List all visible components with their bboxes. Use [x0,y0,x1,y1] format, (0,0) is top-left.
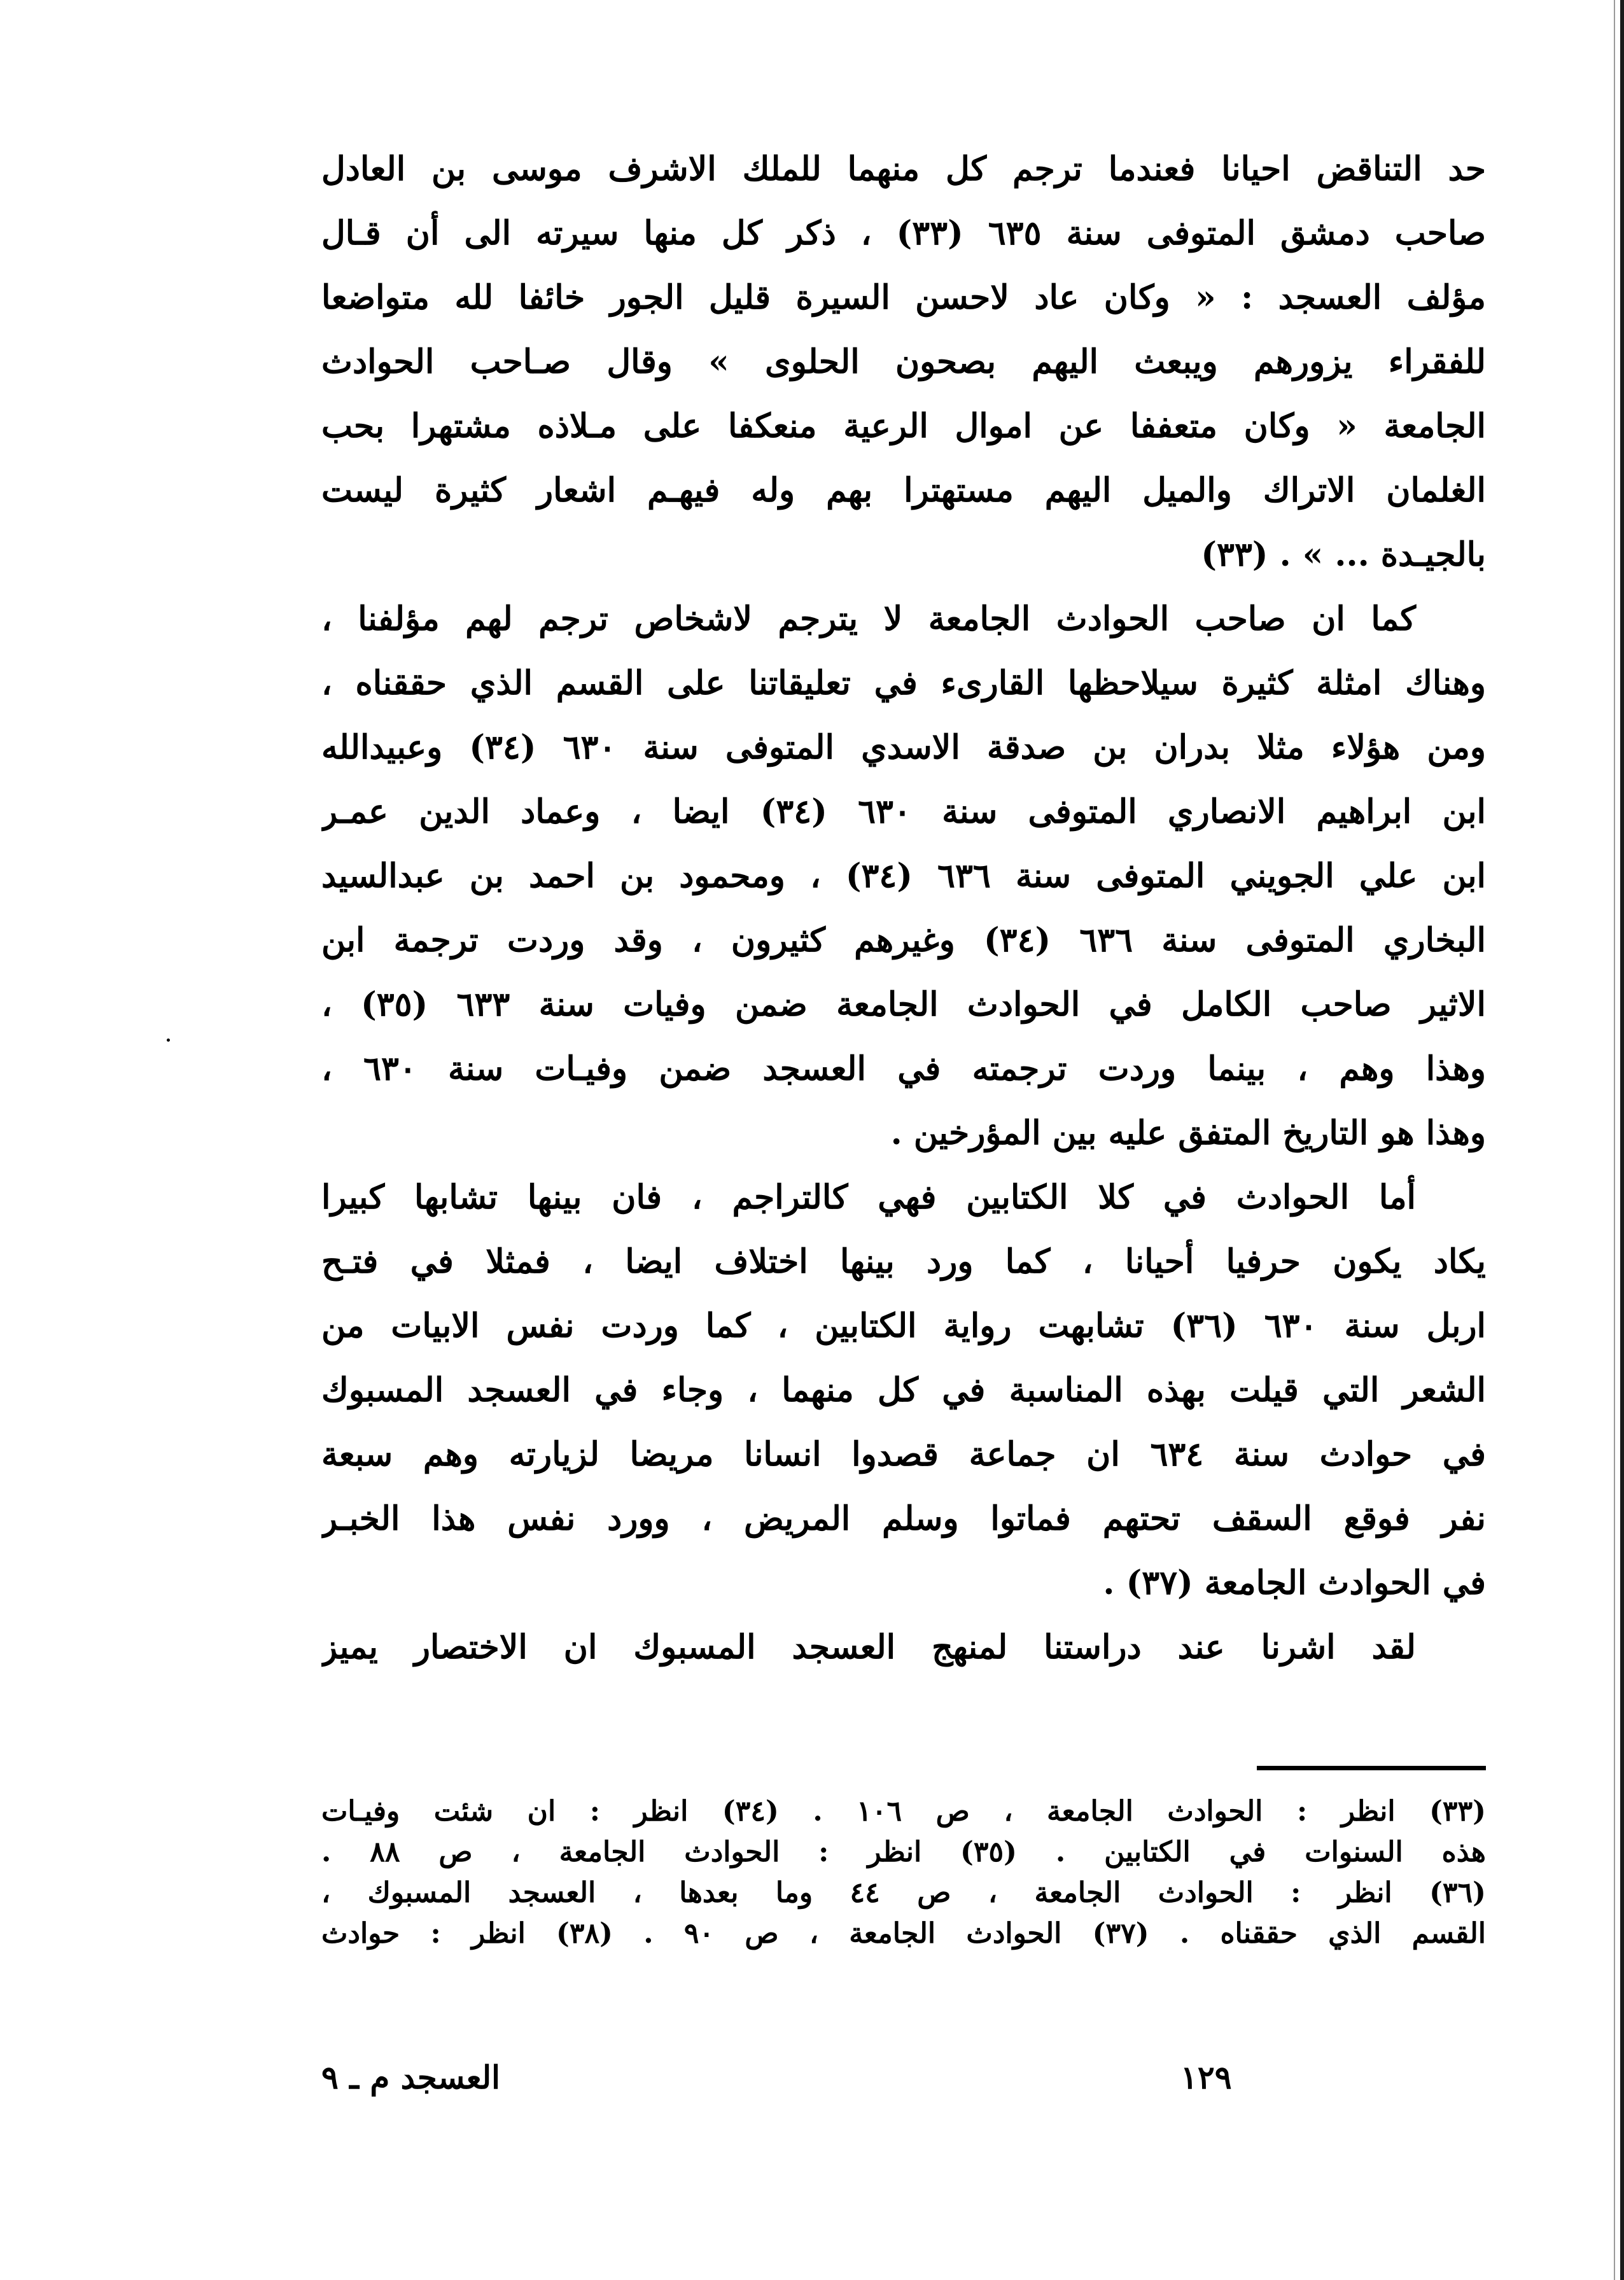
paragraph-4 [321,1615,1486,1679]
text-line: اربل سنة ٦٣٠ (٣٦) تشابهت رواية الكتابين ، كما وردت نفس الابيات من [321,1306,1486,1345]
text-line: يكاد يكون حرفيا أحيانا ، كما ورد بينها اختلاف ايضا ، فمثلا في فتـح [321,1242,1486,1281]
text-line: الغلمان الاتراك والميل اليهم مستهترا بهم وله فيهـم اشعار كثيرة ليست [321,471,1486,510]
footnote-line: القسم الذي حققناه . (٣٧) الحوادث الجامعة ، ص ٩٠ . (٣٨) انظر : حوادث [321,1917,1486,1950]
text-line: أما الحوادث في كلا الكتابين فهي كالتراجم ، فان بينها تشابها كبيرا [321,1178,1416,1217]
page-footer [321,2059,1486,2109]
paragraph-1 [321,137,1486,587]
signature-mark: العسجد م ـ ٩ [321,2059,501,2096]
body-text [321,137,1486,1679]
text-line: ومن هؤلاء مثلا بدران بن صدقة الاسدي المتوفى سنة ٦٣٠ (٣٤) وعبيدالله [321,728,1486,767]
footnote-line: هذه السنوات في الكتابين . (٣٥) انظر : الحوادث الجامعة ، ص ٨٨ . [321,1836,1486,1868]
text-line: الاثير صاحب الكامل في الحوادث الجامعة ضمن وفيات سنة ٦٣٣ (٣٥) ، [321,985,1486,1024]
text-line: ابن ابراهيم الانصاري المتوفى سنة ٦٣٠ (٣٤) ايضا ، وعماد الدين عمـر [321,792,1486,831]
text-line: في حوادث سنة ٦٣٤ ان جماعة قصدوا انسانا مريضا لزيارته وهم سبعة [321,1435,1486,1474]
footnote-separator [1257,1766,1486,1770]
paragraph-2 [321,587,1486,1165]
text-line: مؤلف العسجد : « وكان عاد لاحسن السيرة قليل الجور خائفا لله متواضعا [321,278,1486,317]
text-line: لقد اشرنا عند دراستنا لمنهج العسجد المسبوك ان الاختصار يميز [321,1628,1416,1667]
text-line: الجامعة « وكان متعففا عن اموال الرعية منعكفا على مـلاذه مشتهرا بحب [321,407,1486,445]
text-line: نفر فوقع السقف تحتهم فماتوا وسلم المريض ، وورد نفس هذا الخبـر [321,1499,1486,1538]
scan-speck [167,1039,170,1042]
text-line: الشعر التي قيلت بهذه المناسبة في كل منهما ، وجاء في العسجد المسبوك [321,1371,1486,1409]
footnote-line: (٣٦) انظر : الحوادث الجامعة ، ص ٤٤ وما بعدها ، العسجد المسبوك ، [321,1877,1486,1909]
text-line: ابن علي الجويني المتوفى سنة ٦٣٦ (٣٤) ، ومحمود بن احمد بن عبدالسيد [321,857,1486,895]
footnote-line: (٣٣) انظر : الحوادث الجامعة ، ص ١٠٦ . (٣٤) انظر : ان شئت وفيـات [321,1795,1486,1828]
text-line: كما ان صاحب الحوادث الجامعة لا يترجم لاشخاص ترجم لهم مؤلفنا ، [321,599,1416,638]
text-line: في الحوادث الجامعة (٣٧) . [1103,1563,1486,1602]
text-line: وهذا هو التاريخ المتفق عليه بين المؤرخين . [890,1114,1486,1152]
text-line: حد التناقض احيانا فعندما ترجم كل منهما للملك الاشرف موسى بن العادل [321,150,1486,188]
text-line: وهذا وهم ، بينما وردت ترجمته في العسجد ضمن وفيـات سنة ٦٣٠ ، [321,1049,1486,1088]
page-edge-shadow [1620,0,1624,2280]
text-line: بالجيـدة ... » . (٣٣) [1201,535,1486,574]
text-line: البخاري المتوفى سنة ٦٣٦ (٣٤) وغيرهم كثيرون ، وقد وردت ترجمة ابن [321,921,1486,960]
page-edge-line [1614,0,1615,2280]
text-line: وهناك امثلة كثيرة سيلاحظها القارىء في تعليقاتنا على القسم الذي حققناه ، [321,664,1486,703]
page-number: ١٢٩ [1180,2059,1232,2096]
paragraph-3 [321,1165,1486,1615]
text-line: للفقراء يزورهم ويبعث اليهم بصحون الحلوى » وقال صـاحب الحوادث [321,342,1486,381]
footnotes [321,1791,1486,1954]
text-line: صاحب دمشق المتوفى سنة ٦٣٥ (٣٣) ، ذكر كل منها سيرته الى أن قـال [321,214,1486,253]
